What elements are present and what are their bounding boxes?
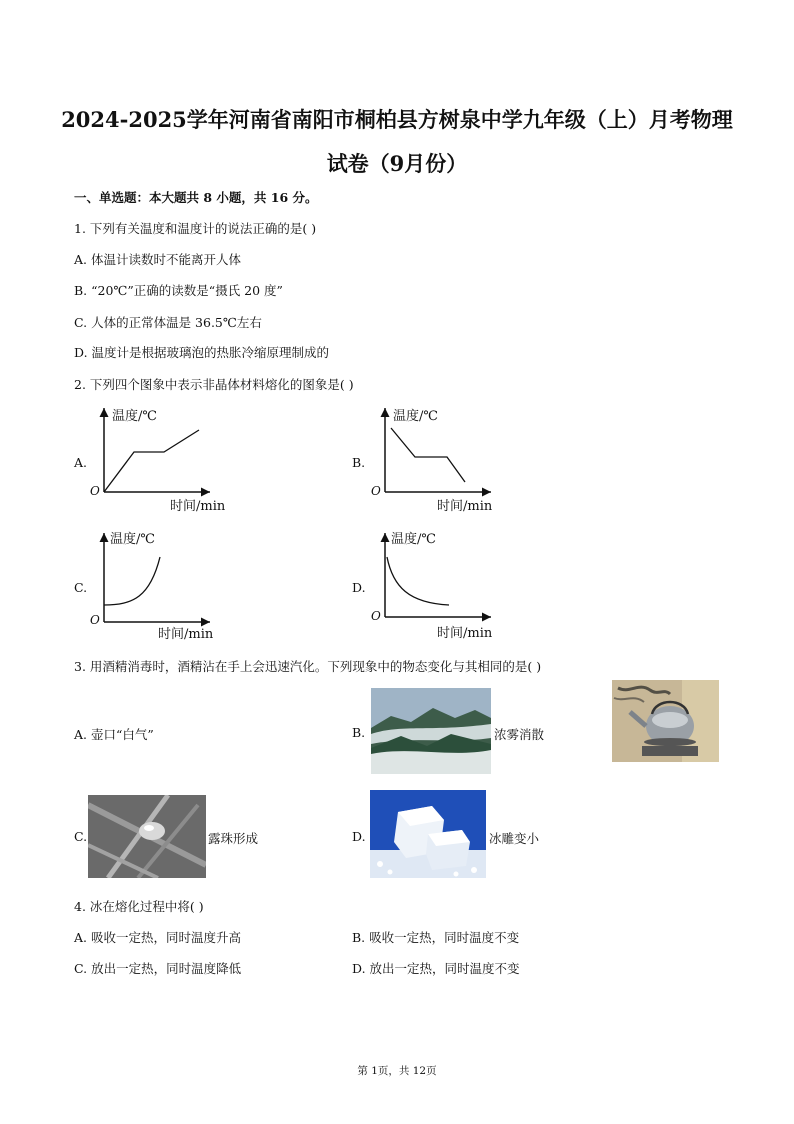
q2-label-b: B.	[352, 455, 366, 470]
fog-mountain-image	[371, 688, 491, 774]
section-header: 一、单选题：本大题共 8 小题，共 16 分。	[74, 190, 318, 205]
title-line-1: 2024-2025学年河南省南阳市桐柏县方树泉中学九年级（上）月考物理	[61, 107, 733, 132]
q3-option-c-text: 露珠形成	[208, 831, 259, 846]
q1-option-b: B. “20℃”正确的读数是“摄氏 20 度”	[74, 283, 283, 298]
curve	[104, 557, 160, 605]
q2-stem: 2. 下列四个图象中表示非晶体材料熔化的图象是( )	[74, 377, 354, 392]
ice-sculpture-image	[370, 790, 486, 878]
q2-graph-b	[369, 400, 529, 520]
origin-label: O	[371, 609, 381, 623]
curve	[104, 430, 199, 492]
x-axis-label: 时间/min	[437, 626, 493, 641]
y-axis-label: 温度/℃	[393, 409, 438, 424]
x-axis-label: 时间/min	[158, 627, 214, 642]
origin-label: O	[371, 484, 381, 498]
x-axis-label: 时间/min	[437, 499, 493, 514]
dew-drop-image	[88, 795, 206, 878]
kettle-image	[612, 680, 719, 762]
y-axis-label: 温度/℃	[112, 409, 157, 424]
q3-stem: 3. 用酒精消毒时，酒精沾在手上会迅速汽化。下列现象中的物态变化与其相同的是( )	[74, 659, 542, 674]
q2-label-d: D.	[352, 580, 366, 595]
curve	[391, 428, 465, 482]
q3-label-b: B.	[352, 725, 366, 740]
q2-graph-d	[369, 525, 529, 645]
origin-label: O	[90, 613, 100, 627]
title-line-2: 试卷（9月份）	[326, 151, 468, 176]
q3-label-d: D.	[352, 829, 366, 844]
q4-option-c: C. 放出一定热，同时温度降低	[74, 961, 242, 976]
q3-label-c: C.	[74, 829, 88, 844]
curve	[387, 557, 449, 605]
q2-label-c: C.	[74, 580, 88, 595]
q1-option-a: A. 体温计读数时不能离开人体	[74, 252, 241, 267]
q3-option-b-text: 浓雾消散	[494, 727, 545, 742]
q2-graph-c	[88, 525, 248, 645]
q4-stem: 4. 冰在熔化过程中将( )	[74, 899, 204, 914]
q3-option-d-text: 冰雕变小	[489, 831, 540, 846]
q2-label-a: A.	[74, 455, 88, 470]
q1-stem: 1. 下列有关温度和温度计的说法正确的是( )	[74, 221, 317, 236]
q4-option-d: D. 放出一定热，同时温度不变	[352, 961, 520, 976]
q3-option-a: A. 壶口“白气”	[74, 727, 154, 742]
page-footer: 第 1页，共 12页	[357, 1065, 437, 1077]
q1-option-d: D. 温度计是根据玻璃泡的热胀冷缩原理制成的	[74, 345, 330, 360]
q4-option-a: A. 吸收一定热，同时温度升高	[74, 930, 241, 945]
q2-graph-a	[88, 400, 248, 520]
y-axis-label: 温度/℃	[110, 532, 155, 547]
origin-label: O	[90, 484, 100, 498]
x-axis-label: 时间/min	[170, 499, 226, 514]
q1-option-c: C. 人体的正常体温是 36.5℃左右	[74, 315, 262, 330]
y-axis-label: 温度/℃	[391, 532, 436, 547]
q4-option-b: B. 吸收一定热，同时温度不变	[352, 930, 520, 945]
